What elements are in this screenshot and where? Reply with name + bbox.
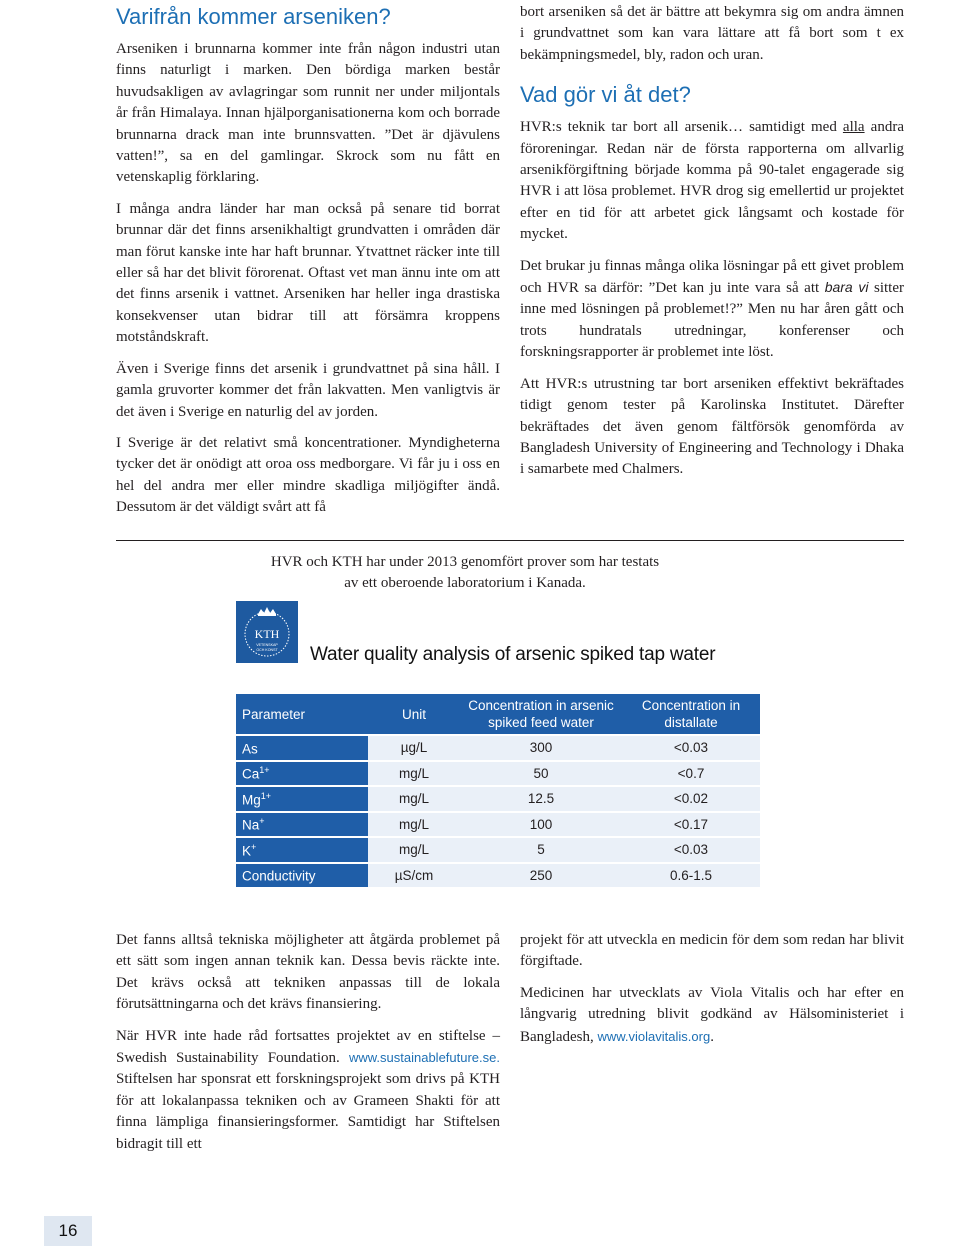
column-header: Concentration in arsenic spiked feed water xyxy=(460,694,622,734)
bottom-right-column xyxy=(520,930,904,1058)
paragraph: Även i Sverige finns det arsenik i grundvattnet på sina håll. I gamla gruvorter kommer det från lakvatten. Men vanligtvis är det även i Sverige en naturlig del av jorden. xyxy=(116,360,500,420)
top-right-column xyxy=(520,2,904,491)
distillate-cell: <0.03 xyxy=(622,736,760,760)
figure-caption: HVR och KTH har under 2013 genomfört prover som har testats av ett oberoende laboratorium i Kanada. xyxy=(270,554,660,591)
column-header: Unit xyxy=(368,694,460,734)
table-row xyxy=(236,813,760,837)
logo-motto-2: OCH KONST xyxy=(256,648,278,652)
paragraph: projekt för att utveckla en medicin för dem som redan har blivit förgiftade. xyxy=(520,932,904,970)
column-header: Parameter xyxy=(236,694,368,734)
feed-cell: 12.5 xyxy=(460,787,622,811)
logo-text: KTH xyxy=(254,627,280,641)
kth-crest-icon xyxy=(236,601,298,663)
column-header: Concentration in distallate xyxy=(622,694,760,734)
unit-cell: mg/L xyxy=(368,762,460,786)
paragraph: När HVR inte hade råd fortsattes projektet av en stiftelse – Swedish Sustainability Foundation. www.sustainablefuture.se. Stiftelsen har sponsrat ett forskningsprojekt som drivs på KTH för att lokalanpassa tekniken och av Grameen Shakti för att finna lämpliga finansieringsformer. Samtidigt har Stiftelsen bidragit till ett xyxy=(116,1027,500,1152)
heading-what-we-do: Vad gör vi åt det? xyxy=(520,82,691,108)
unit-cell: µg/L xyxy=(368,736,460,760)
unit-cell: µS/cm xyxy=(368,864,460,888)
parameter-cell: $Ca^{1+}$ xyxy=(236,762,368,786)
distillate-cell: 0.6-1.5 xyxy=(622,864,760,888)
distillate-cell: <0.7 xyxy=(622,762,760,786)
paragraph: Medicinen har utvecklats av Viola Vitalis och har efter en långvarig utredning blivit godkänd av Hälsoministeriet i Bangladesh, www.violavitalis.org. xyxy=(520,984,904,1045)
heading-origin: Varifrån kommer arseniken? xyxy=(116,4,391,29)
table-row xyxy=(236,762,760,786)
unit-cell: mg/L xyxy=(368,838,460,862)
paragraph: Det brukar ju finnas många olika lösningar på ett givet problem och HVR sa därför: ”Det kan ju inte vara så att bara vi sitter inne med lösningen på problemet!?” Men nu har åren gått och trots hundratals utredningar, konferenser och forskningsrapporter är problemet inte löst. xyxy=(520,257,904,361)
distillate-cell: <0.17 xyxy=(622,813,760,837)
feed-cell: 100 xyxy=(460,813,622,837)
underlined-word: alla xyxy=(842,119,865,136)
page-number: 16 xyxy=(44,1216,92,1246)
paragraph: Arseniken i brunnarna kommer inte från någon industri utan finns naturligt i marken. Den bördiga marken består huvudsakligen av avlagringar som runnit ner under miljontals år från Himalaya. Innan hjälporganisationerna kom och borrade brunnarna drack man inte brunnsvatten. ”Det är djävulens vatten!”, sa en del gamlingar. Skrock som nu fått en vetenskaplig förklaring. xyxy=(116,41,500,186)
table-title: Water quality analysis of arsenic spiked tap water xyxy=(310,644,716,665)
sustainablefuture-link[interactable]: www.sustainablefuture.se. xyxy=(348,1050,500,1066)
top-left-column xyxy=(116,4,500,529)
parameter-cell: As xyxy=(236,736,368,760)
logo-motto-1: VETENSKAP xyxy=(256,643,278,647)
paragraph: Att HVR:s utrustning tar bort arseniken effektivt bekräftades tidigt genom tester på Karolinska Institutet. Därefter bekräftades det även genom fältförsök genomförda av Bangladesh University of Engineering and Technology i Dhaka i samarbete med Chalmers. xyxy=(520,375,904,478)
paragraph: bort arseniken så det är bättre att bekymra sig om andra ämnen i grundvattnet som kan vara lättare att få bort som t ex bekämpningsmedel, bly, radon och uran. xyxy=(520,4,904,63)
section-divider xyxy=(116,540,904,541)
table-row xyxy=(236,838,760,862)
paragraph: Det fanns alltså tekniska möjligheter att åtgärda problemet på ett sätt som ingen annan teknik kan. Dessa bevis räckte inte. Det krävs också att tekniken anpassas till de lokala förutsättningarna och det krävs finansiering. xyxy=(116,932,500,1013)
paragraph: I Sverige är det relativt små koncentrationer. Myndigheterna tycker det är onödigt att oroa oss medborgare. Vi får ju i oss en hel del andra mer eller mindre skadliga miljögifter ändå. Dessutom är det väldigt svårt att få xyxy=(116,434,500,516)
parameter-cell: Na+ xyxy=(236,813,368,837)
distillate-cell: <0.02 xyxy=(622,787,760,811)
bottom-left-column xyxy=(116,930,500,1165)
unit-cell: mg/L xyxy=(368,787,460,811)
paragraph: I många andra länder har man också på senare tid borrat brunnar där det finns arsenikhaltigt grundvatten i områden där man förut kanske inte har haft brunnar. Ytvattnet räcker inte till eller så har det blivit förorenat. Oftast vet man ännu inte om att det finns arsenik i vattnet. Arseniken har heller inga drastiska konsekvenser utan bidrar till att försämra kroppens motståndskraft. xyxy=(116,200,500,346)
table-row xyxy=(236,864,760,888)
violavitalis-link[interactable]: www.violavitalis.org xyxy=(597,1028,711,1044)
parameter-cell: $Mg^{1+}$ xyxy=(236,787,368,811)
feed-cell: 250 xyxy=(460,864,622,888)
water-quality-table xyxy=(236,692,760,889)
distillate-cell: <0.03 xyxy=(622,838,760,862)
emphasis: bara vi xyxy=(824,279,869,296)
kth-logo xyxy=(236,601,298,663)
unit-cell: mg/L xyxy=(368,813,460,837)
feed-cell: 5 xyxy=(460,838,622,862)
feed-cell: 300 xyxy=(460,736,622,760)
table-row xyxy=(236,736,760,760)
paragraph: HVR:s teknik tar bort all arsenik… samtidigt med alla andra föroreningar. Redan när de första rapporterna om allvarlig arsenikförgiftning började komma på 90-talet engagerade sig HVR i att lösa problemet. HVR drog sig emellertid ur projektet efter en tid för att arbetet gick långsamt och kostade för mycket. xyxy=(520,119,904,243)
table-header-row xyxy=(236,694,760,734)
parameter-cell: K+ xyxy=(236,838,368,862)
table-row xyxy=(236,787,760,811)
feed-cell: 50 xyxy=(460,762,622,786)
parameter-cell: Conductivity xyxy=(236,864,368,888)
